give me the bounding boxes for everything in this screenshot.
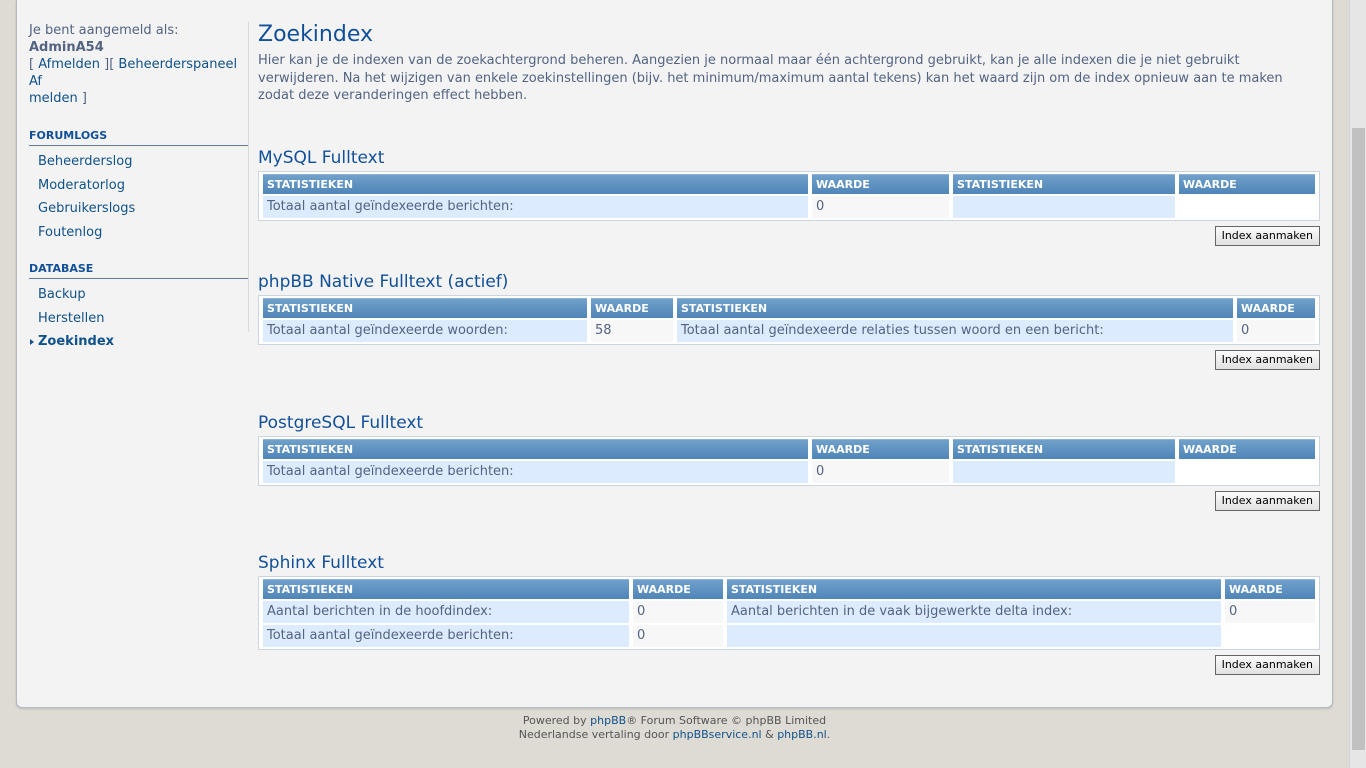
phpbb-link[interactable]: phpBB — [590, 714, 627, 727]
vertical-scrollbar[interactable] — [1349, 0, 1366, 768]
stat-value: 0 — [1237, 320, 1315, 342]
col-header: STATISTIEKEN — [263, 174, 808, 194]
menu-item-search-index[interactable] — [29, 330, 248, 354]
footer-text: ® Forum Software © phpBB Limited — [626, 714, 827, 727]
scrollbar-thumb[interactable] — [1352, 128, 1365, 750]
table-row — [263, 461, 1315, 483]
translation-credit — [16, 728, 1333, 742]
stat-value — [1179, 196, 1315, 218]
admin-panel — [16, 0, 1333, 708]
footer-text: Nederlandse vertaling door — [518, 728, 673, 741]
stat-label: Totaal aantal geïndexeerde berichten: — [263, 196, 808, 218]
stat-value: 0 — [633, 625, 723, 647]
backend-mysql — [258, 147, 1320, 247]
menu-item-error-log[interactable] — [29, 221, 248, 245]
col-header: WAARDE — [633, 579, 723, 599]
logout-link[interactable]: Afmelden — [38, 57, 100, 72]
page-title: Zoekindex — [258, 22, 373, 47]
col-header: WAARDE — [1237, 298, 1315, 318]
bracket-close: ] — [77, 91, 87, 106]
table-row — [263, 625, 1315, 647]
col-header: STATISTIEKEN — [953, 439, 1175, 459]
col-header: STATISTIEKEN — [677, 298, 1233, 318]
create-index-button[interactable]: Index aanmaken — [1215, 226, 1320, 246]
logged-in-label: Je bent aangemeld als: — [29, 23, 179, 38]
menu-link[interactable]: Zoekindex — [38, 334, 115, 349]
stat-value: 0 — [812, 196, 949, 218]
menu-link[interactable]: Backup — [38, 287, 86, 302]
stat-value: 0 — [812, 461, 949, 483]
backend-phpbb-native — [258, 271, 1320, 371]
stat-value: 58 — [591, 320, 673, 342]
col-header: WAARDE — [1179, 439, 1315, 459]
menu-item-user-logs[interactable] — [29, 197, 248, 221]
col-header: WAARDE — [1179, 174, 1315, 194]
stat-label: Totaal aantal geïndexeerde woorden: — [263, 320, 587, 342]
button-row — [258, 345, 1320, 371]
create-index-button[interactable]: Index aanmaken — [1215, 350, 1320, 370]
username: AdminA54 — [29, 40, 104, 55]
stat-label — [953, 461, 1175, 483]
menu-heading-database: DATABASE — [29, 262, 248, 279]
stat-label: Aantal berichten in de vaak bijgewerkte delta index: — [727, 601, 1221, 623]
footer-text: Powered by — [522, 714, 591, 727]
main-content — [258, 20, 1320, 676]
stat-value — [1179, 461, 1315, 483]
col-header: STATISTIEKEN — [953, 174, 1175, 194]
stat-label — [727, 625, 1221, 647]
backend-postgresql — [258, 412, 1320, 512]
footer-text: . — [826, 728, 831, 741]
backend-sphinx — [258, 552, 1320, 676]
account-links — [29, 56, 248, 107]
create-index-button[interactable]: Index aanmaken — [1215, 655, 1320, 675]
stat-value: 0 — [633, 601, 723, 623]
sidebar — [29, 22, 249, 349]
stat-label: Aantal berichten in de hoofdindex: — [263, 601, 629, 623]
acp-logout-text-1: Beheerderspaneel Af — [29, 57, 238, 89]
stat-value — [1225, 625, 1315, 647]
col-header: WAARDE — [812, 439, 949, 459]
menu-heading-forumlogs: FORUMLOGS — [29, 129, 248, 146]
create-index-button[interactable]: Index aanmaken — [1215, 491, 1320, 511]
stats-table — [258, 576, 1320, 650]
table-row — [263, 320, 1315, 342]
stat-label: Totaal aantal geïndexeerde berichten: — [263, 625, 629, 647]
col-header: STATISTIEKEN — [263, 579, 629, 599]
bracket: [ — [29, 57, 39, 72]
table-row — [263, 196, 1315, 218]
phpbbservice-link[interactable]: phpBBservice.nl — [672, 728, 762, 741]
bracket-separator: ][ — [100, 57, 119, 72]
backend-title: Sphinx Fulltext — [258, 552, 384, 573]
menu-database — [29, 283, 248, 354]
powered-by — [16, 714, 1333, 728]
menu-link[interactable]: Gebruikerslogs — [38, 201, 136, 216]
stat-label — [953, 196, 1175, 218]
backend-title: phpBB Native Fulltext (actief) — [258, 271, 509, 292]
menu-link[interactable]: Herstellen — [38, 310, 105, 326]
page-description: Hier kan je de indexen van de zoekachtergrond beheren. Aangezien je normaal maar één achtergrond gebruikt, kan je alle indexen die je niet gebruikt verwijderen. Na het wijzigen van enkele zoekinstellingen (bijv. het minimum/maximum aantal tekens) kan het waard zijn om de index opnieuw aan te maken zodat deze veranderingen effect hebben. — [258, 53, 1283, 103]
col-header: STATISTIEKEN — [727, 579, 1221, 599]
button-row — [258, 486, 1320, 512]
footer — [16, 714, 1333, 742]
menu-forumlogs — [29, 150, 248, 244]
menu-link[interactable]: Moderatorlog — [38, 177, 125, 193]
col-header: WAARDE — [812, 174, 949, 194]
menu-link[interactable]: Foutenlog — [38, 224, 103, 240]
col-header: STATISTIEKEN — [263, 439, 808, 459]
stats-table — [258, 171, 1320, 221]
table-row — [263, 601, 1315, 623]
menu-item-moderator-log[interactable] — [29, 174, 248, 198]
footer-text: & — [761, 728, 778, 741]
menu-link[interactable]: Beheerderslog — [38, 154, 133, 169]
stat-value: 0 — [1225, 601, 1315, 623]
menu-item-backup[interactable] — [29, 283, 248, 307]
acp-logout-text-2: melden — [29, 91, 78, 106]
phpbb-nl-link[interactable]: phpBB.nl — [777, 728, 827, 741]
stats-table — [258, 295, 1320, 345]
backend-title: PostgreSQL Fulltext — [258, 412, 424, 433]
stat-label: Totaal aantal geïndexeerde berichten: — [263, 461, 808, 483]
menu-item-restore[interactable] — [29, 307, 248, 331]
stats-table — [258, 436, 1320, 486]
menu-item-admin-log[interactable] — [29, 150, 248, 174]
col-header: STATISTIEKEN — [263, 298, 587, 318]
col-header: WAARDE — [591, 298, 673, 318]
button-row — [258, 221, 1320, 247]
backend-title: MySQL Fulltext — [258, 147, 385, 168]
button-row — [258, 650, 1320, 676]
stat-label: Totaal aantal geïndexeerde relaties tussen woord en een bericht: — [677, 320, 1233, 342]
col-header: WAARDE — [1225, 579, 1315, 599]
